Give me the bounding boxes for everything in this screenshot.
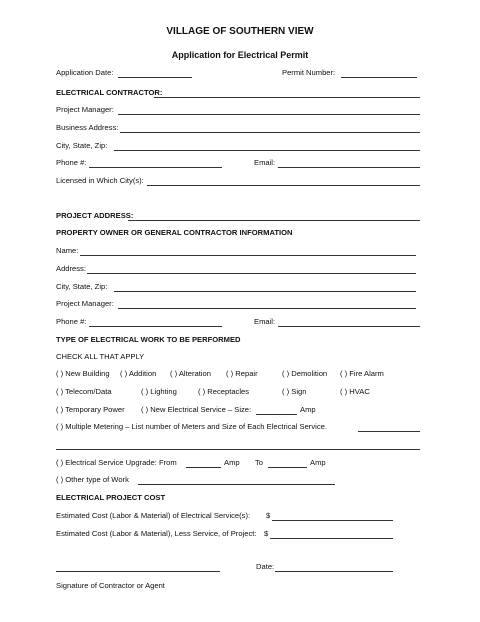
contractor-city-state-zip-label: City, State, Zip: bbox=[56, 141, 108, 150]
checkbox-receptacles[interactable]: ( ) Receptacles bbox=[198, 387, 250, 396]
upgrade-from-amp-unit: Amp bbox=[224, 458, 240, 467]
project-cost-heading: ELECTRICAL PROJECT COST bbox=[56, 493, 166, 502]
application-date-label: Application Date: bbox=[56, 68, 114, 77]
business-address-field[interactable] bbox=[120, 132, 420, 133]
multiple-metering-field[interactable] bbox=[358, 431, 420, 432]
village-title: VILLAGE OF SOUTHERN VIEW bbox=[166, 26, 314, 37]
owner-city-state-zip-field[interactable] bbox=[114, 291, 416, 292]
owner-info-heading: PROPERTY OWNER OR GENERAL CONTRACTOR INFORMATION bbox=[56, 228, 293, 237]
electrical-contractor-field[interactable] bbox=[154, 97, 420, 98]
contractor-project-manager-label: Project Manager: bbox=[56, 105, 114, 114]
form-title: Application for Electrical Permit bbox=[171, 50, 309, 60]
signature-label: Signature of Contractor or Agent bbox=[56, 581, 165, 590]
contractor-email-field[interactable] bbox=[278, 167, 420, 168]
checkbox-telecom-data[interactable]: ( ) Telecom/Data bbox=[56, 387, 112, 396]
new-service-amp-unit: Amp bbox=[300, 405, 316, 414]
upgrade-from-field[interactable] bbox=[186, 467, 221, 468]
check-all-note: CHECK ALL THAT APPLY bbox=[56, 352, 145, 361]
licensed-cities-field[interactable] bbox=[147, 185, 420, 186]
upgrade-to-amp-unit: Amp bbox=[310, 458, 326, 467]
project-cost-dollar-sign: $ bbox=[264, 529, 269, 538]
upgrade-to-field[interactable] bbox=[268, 467, 307, 468]
estimated-service-cost-label: Estimated Cost (Labor & Material) of Electrical Service(s): bbox=[56, 511, 251, 520]
date-label: Date: bbox=[256, 562, 275, 571]
licensed-cities-label: Licensed in Which City(s): bbox=[56, 176, 144, 185]
upgrade-to-label: To bbox=[255, 458, 264, 467]
application-date-field[interactable] bbox=[118, 77, 192, 78]
checkbox-other-work[interactable]: ( ) Other type of Work bbox=[56, 475, 129, 484]
project-address-label: PROJECT ADDRESS: bbox=[56, 211, 134, 220]
checkbox-lighting[interactable]: ( ) Lighting bbox=[141, 387, 177, 396]
owner-phone-field[interactable] bbox=[89, 326, 222, 327]
estimated-project-cost-label: Estimated Cost (Labor & Material), Less Service, of Project: bbox=[56, 529, 257, 538]
owner-project-manager-field[interactable] bbox=[118, 308, 416, 309]
contractor-city-state-zip-field[interactable] bbox=[114, 150, 420, 151]
owner-city-state-zip-label: City, State, Zip: bbox=[56, 282, 108, 291]
project-address-field[interactable] bbox=[128, 220, 420, 221]
estimated-project-cost-field[interactable] bbox=[270, 538, 393, 539]
signature-date-field[interactable] bbox=[275, 571, 393, 572]
owner-phone-label: Phone #: bbox=[56, 317, 87, 326]
contractor-project-manager-field[interactable] bbox=[118, 114, 420, 115]
estimated-service-cost-field[interactable] bbox=[272, 520, 393, 521]
checkbox-demolition[interactable]: ( ) Demolition bbox=[282, 369, 328, 378]
contractor-phone-label: Phone #: bbox=[56, 158, 87, 167]
permit-number-field[interactable] bbox=[341, 77, 417, 78]
owner-name-field[interactable] bbox=[80, 255, 416, 256]
owner-project-manager-label: Project Manager: bbox=[56, 299, 114, 308]
contractor-email-label: Email: bbox=[254, 158, 276, 167]
electrical-contractor-heading: ELECTRICAL CONTRACTOR: bbox=[56, 88, 163, 97]
multiple-metering-continuation-field[interactable] bbox=[56, 449, 420, 450]
owner-email-field[interactable] bbox=[278, 326, 420, 327]
checkbox-new-electrical-service[interactable]: ( ) New Electrical Service – Size: bbox=[141, 405, 252, 414]
signature-field[interactable] bbox=[56, 571, 220, 572]
permit-number-label: Permit Number: bbox=[282, 68, 336, 77]
work-type-heading: TYPE OF ELECTRICAL WORK TO BE PERFORMED bbox=[56, 335, 241, 344]
checkbox-sign[interactable]: ( ) Sign bbox=[282, 387, 307, 396]
new-service-size-field[interactable] bbox=[256, 414, 297, 415]
owner-address-label: Address: bbox=[56, 264, 86, 273]
service-cost-dollar-sign: $ bbox=[266, 511, 271, 520]
contractor-phone-field[interactable] bbox=[89, 167, 222, 168]
checkbox-addition[interactable]: ( ) Addition bbox=[120, 369, 157, 378]
checkbox-hvac[interactable]: ( ) HVAC bbox=[340, 387, 370, 396]
owner-email-label: Email: bbox=[254, 317, 276, 326]
checkbox-new-building[interactable]: ( ) New Building bbox=[56, 369, 110, 378]
checkbox-alteration[interactable]: ( ) Alteration bbox=[170, 369, 211, 378]
checkbox-temporary-power[interactable]: ( ) Temporary Power bbox=[56, 405, 125, 414]
owner-address-field[interactable] bbox=[87, 273, 416, 274]
checkbox-repair[interactable]: ( ) Repair bbox=[226, 369, 258, 378]
checkbox-service-upgrade[interactable]: ( ) Electrical Service Upgrade: From bbox=[56, 458, 177, 467]
checkbox-fire-alarm[interactable]: ( ) Fire Alarm bbox=[340, 369, 384, 378]
owner-name-label: Name: bbox=[56, 246, 79, 255]
other-work-field[interactable] bbox=[138, 484, 335, 485]
business-address-label: Business Address: bbox=[56, 123, 119, 132]
checkbox-multiple-metering[interactable]: ( ) Multiple Metering – List number of Meters and Size of Each Electrical Service. bbox=[56, 422, 327, 431]
